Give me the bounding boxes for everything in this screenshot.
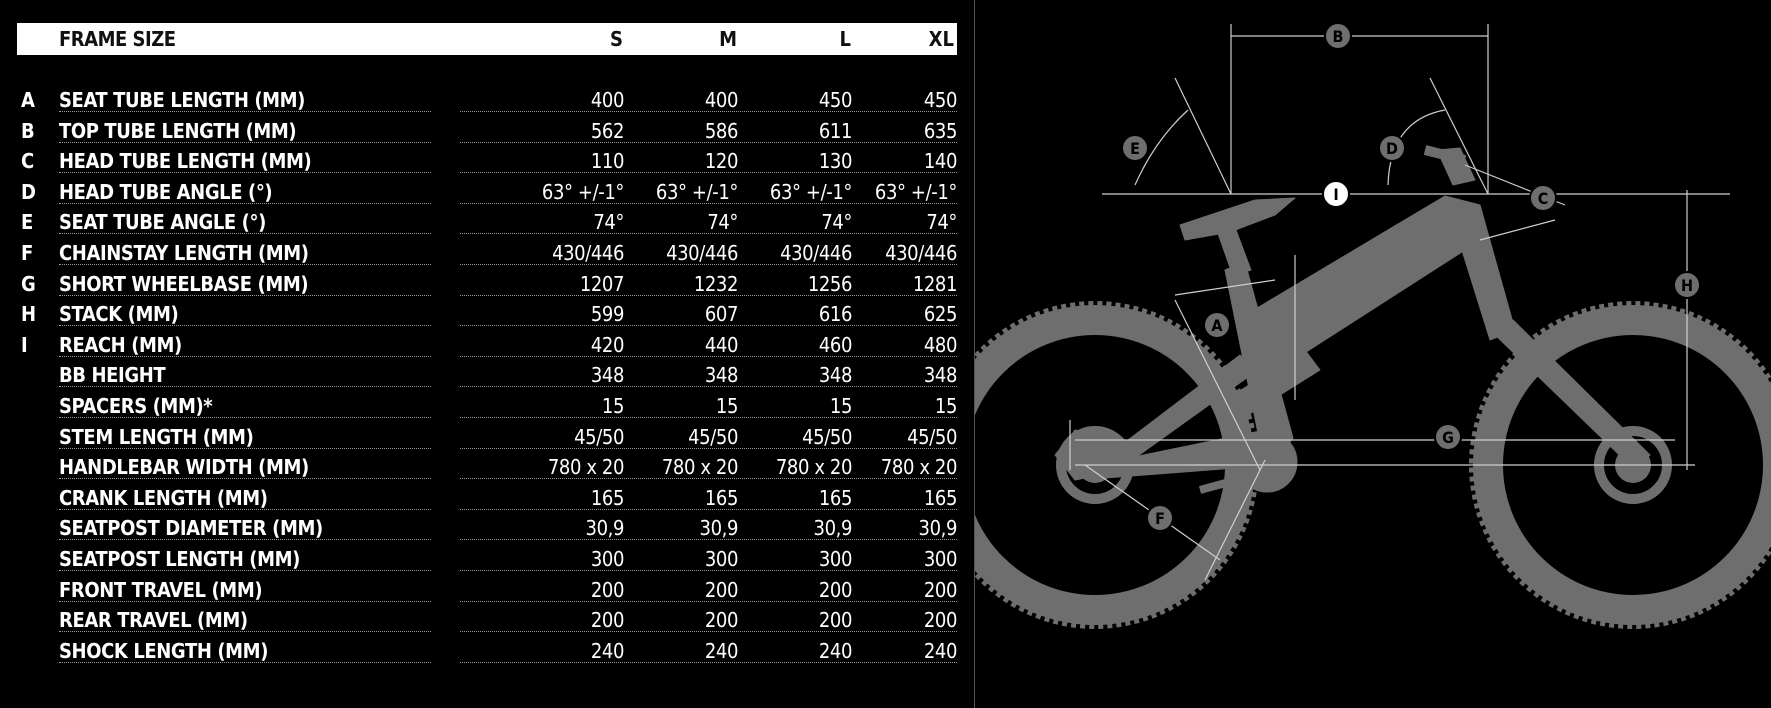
row-divider (59, 172, 431, 173)
table-cell: 348 (923, 363, 957, 388)
row-divider (59, 356, 431, 357)
dimension-letter: I (21, 332, 28, 357)
marker-c (1530, 185, 1556, 211)
table-cell: 348 (590, 363, 624, 388)
table-cell: 165 (818, 485, 852, 510)
marker-a-label: A (1211, 316, 1223, 335)
table-cell: 240 (923, 638, 957, 663)
table-cell: 599 (590, 302, 624, 327)
table-cell: 420 (590, 332, 624, 357)
table-cell: 200 (590, 577, 624, 602)
table-cell: 15 (829, 394, 852, 418)
table-row (17, 298, 957, 329)
row-label: HEAD TUBE ANGLE (°) (59, 179, 273, 204)
table-cell: 200 (704, 608, 738, 633)
dimension-letter: H (21, 302, 37, 327)
row-label: SEAT TUBE LENGTH (MM) (59, 88, 306, 112)
row-label: HEAD TUBE LENGTH (MM) (59, 149, 312, 174)
table-cell: 780 x 20 (547, 455, 624, 480)
row-divider (59, 295, 431, 296)
table-cell: 607 (704, 302, 738, 327)
row-label: STACK (MM) (59, 302, 179, 327)
table-cell: 450 (818, 88, 852, 112)
table-cell: 30,9 (699, 516, 738, 541)
marker-f-label: F (1155, 509, 1165, 528)
table-row (17, 635, 957, 666)
table-cell: 1207 (579, 271, 624, 296)
table-cell: 74° (707, 210, 738, 235)
table-cell: 586 (704, 118, 738, 143)
table-cell: 300 (923, 547, 957, 571)
size-l-heading: L (839, 27, 851, 51)
table-cell: 1256 (807, 271, 852, 296)
table-row (17, 145, 957, 176)
row-label: REAR TRAVEL (MM) (59, 608, 248, 633)
table-cell: 430/446 (666, 241, 738, 265)
row-divider (59, 601, 431, 602)
row-label: SHOCK LENGTH (MM) (59, 638, 269, 663)
table-cell: 74° (926, 210, 957, 235)
table-cell: 1281 (912, 271, 957, 296)
table-cell: 30,9 (585, 516, 624, 541)
table-cell: 240 (704, 638, 738, 663)
row-divider (59, 662, 431, 663)
row-divider (59, 142, 431, 143)
table-row (17, 206, 957, 237)
row-label: HANDLEBAR WIDTH (MM) (59, 455, 309, 480)
table-row (17, 329, 957, 360)
table-cell: 45/50 (688, 424, 738, 449)
row-divider (59, 539, 431, 540)
table-cell: 30,9 (813, 516, 852, 541)
row-divider (59, 233, 431, 234)
frame-size-heading: FRAME SIZE (59, 27, 176, 51)
table-cell: 165 (704, 485, 738, 510)
table-row (17, 176, 957, 207)
table-cell: 450 (923, 88, 957, 112)
table-cell: 300 (590, 547, 624, 571)
table-row (17, 451, 957, 482)
table-cell: 1232 (693, 271, 738, 296)
table-cell: 200 (818, 608, 852, 633)
row-label: SEATPOST DIAMETER (MM) (59, 516, 323, 541)
row-label: BB HEIGHT (59, 363, 166, 388)
size-xl-heading: XL (928, 27, 954, 51)
marker-h-label: H (1680, 276, 1694, 295)
marker-g-label: G (1442, 428, 1454, 447)
marker-e-label: E (1130, 139, 1140, 158)
table-row (17, 237, 957, 268)
table-cell: 15 (601, 394, 624, 418)
table-cell: 74° (821, 210, 852, 235)
table-cell: 348 (704, 363, 738, 388)
table-cell: 616 (818, 302, 852, 327)
row-divider (59, 509, 431, 510)
table-cell: 63° +/-1° (874, 179, 957, 204)
table-row (17, 512, 957, 543)
table-row (17, 115, 957, 146)
table-cell: 45/50 (802, 424, 852, 449)
bike-geometry-diagram (975, 0, 1771, 708)
row-divider (59, 264, 431, 265)
table-cell: 780 x 20 (880, 455, 957, 480)
table-cell: 240 (590, 638, 624, 663)
table-row (17, 359, 957, 390)
table-cell: 780 x 20 (775, 455, 852, 480)
table-cell: 200 (704, 577, 738, 602)
marker-a (1204, 312, 1230, 338)
marker-d-label: D (1386, 139, 1398, 158)
row-label: REACH (MM) (59, 332, 182, 357)
table-cell: 63° +/-1° (541, 179, 624, 204)
table-cell: 74° (593, 210, 624, 235)
table-cell: 480 (923, 332, 957, 357)
marker-f (1147, 505, 1173, 531)
row-label: TOP TUBE LENGTH (MM) (59, 118, 297, 143)
table-cell: 30,9 (918, 516, 957, 541)
table-cell: 430/446 (780, 241, 852, 265)
marker-b-label: B (1332, 27, 1344, 46)
table-cell: 430/446 (885, 241, 957, 265)
table-cell: 625 (923, 302, 957, 327)
table-cell: 165 (590, 485, 624, 510)
table-cell: 460 (818, 332, 852, 357)
table-cell: 200 (923, 608, 957, 633)
dimension-letter: F (21, 241, 34, 265)
table-cell: 400 (590, 88, 624, 112)
table-cell: 440 (704, 332, 738, 357)
marker-g (1435, 424, 1461, 450)
dimension-letter: G (21, 271, 36, 296)
row-divider (59, 570, 431, 571)
table-row (17, 421, 957, 452)
table-row (17, 604, 957, 635)
table-cell: 200 (818, 577, 852, 602)
row-label: SPACERS (MM)* (59, 394, 213, 418)
size-m-heading: M (719, 27, 737, 51)
marker-h (1674, 272, 1700, 298)
marker-d (1379, 135, 1405, 161)
dimension-letter: B (21, 118, 35, 143)
table-cell: 63° +/-1° (655, 179, 738, 204)
table-cell: 63° +/-1° (769, 179, 852, 204)
table-row (17, 268, 957, 299)
row-divider (59, 325, 431, 326)
row-divider (59, 478, 431, 479)
table-cell: 200 (923, 577, 957, 602)
table-cell: 300 (818, 547, 852, 571)
marker-e (1122, 135, 1148, 161)
table-row (17, 84, 957, 115)
table-cell: 200 (590, 608, 624, 633)
table-cell: 15 (715, 394, 738, 418)
table-cell: 300 (704, 547, 738, 571)
table-cell: 15 (934, 394, 957, 418)
table-cell: 348 (818, 363, 852, 388)
table-cell: 140 (923, 149, 957, 174)
row-label: STEM LENGTH (MM) (59, 424, 254, 449)
row-label: CRANK LENGTH (MM) (59, 485, 268, 510)
row-label: SHORT WHEELBASE (MM) (59, 271, 309, 296)
dimension-letter: D (21, 179, 36, 204)
table-header (17, 23, 957, 57)
table-cell: 165 (923, 485, 957, 510)
table-row (17, 482, 957, 513)
table-cell: 45/50 (574, 424, 624, 449)
row-label: FRONT TRAVEL (MM) (59, 577, 263, 602)
table-cell: 635 (923, 118, 957, 143)
row-divider (59, 417, 431, 418)
row-divider (59, 386, 431, 387)
marker-b (1325, 23, 1351, 49)
row-label: SEAT TUBE ANGLE (°) (59, 210, 266, 235)
table-cell: 45/50 (907, 424, 957, 449)
marker-i (1323, 181, 1349, 207)
row-divider (59, 111, 431, 112)
size-s-heading: S (610, 27, 623, 51)
table-row (17, 574, 957, 605)
table-cell: 430/446 (552, 241, 624, 265)
table-cell: 110 (590, 149, 624, 174)
marker-i-label: I (1333, 185, 1339, 204)
table-cell: 400 (704, 88, 738, 112)
table-cell: 240 (818, 638, 852, 663)
row-divider (59, 631, 431, 632)
table-cell: 611 (818, 118, 852, 143)
table-row (17, 543, 957, 574)
dimension-letter: E (21, 210, 34, 235)
table-cell: 120 (704, 149, 738, 174)
dimension-letter: C (21, 149, 35, 174)
row-label: SEATPOST LENGTH (MM) (59, 547, 300, 571)
row-divider (59, 203, 431, 204)
table-row (17, 390, 957, 421)
table-cell: 780 x 20 (661, 455, 738, 480)
row-label: CHAINSTAY LENGTH (MM) (59, 241, 309, 265)
dimension-letter: A (21, 88, 35, 112)
table-cell: 562 (590, 118, 624, 143)
marker-c-label: C (1537, 189, 1549, 208)
table-cell: 130 (818, 149, 852, 174)
row-divider (59, 448, 431, 449)
